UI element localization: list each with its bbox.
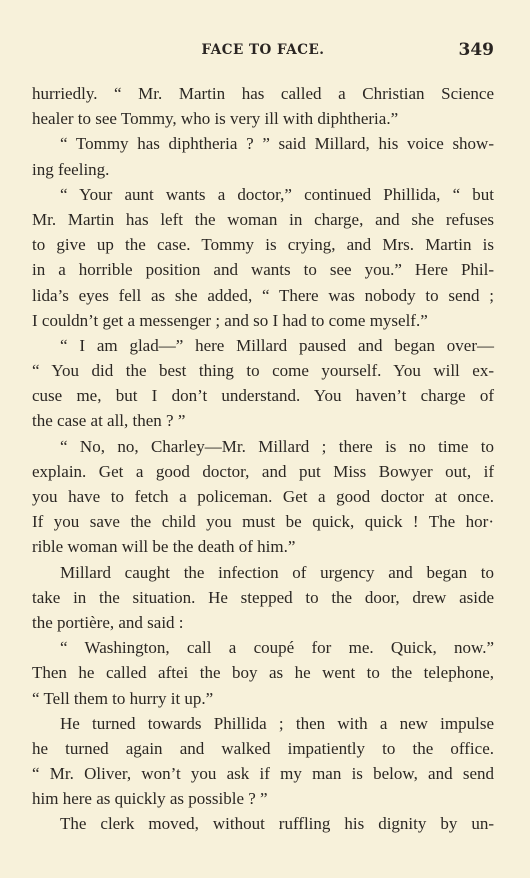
text-line: “ You did the best thing to come yourself. You will ex- xyxy=(32,361,494,381)
text-line: “ I am glad—” here Millard paused and began over— xyxy=(60,335,494,355)
text-line: “ Your aunt wants a doctor,” continued Phillida, “ but xyxy=(60,184,494,204)
text-line: him here as quickly as possible ? ” xyxy=(32,789,268,809)
text-line: “ Mr. Oliver, won’t you ask if my man is below, and send xyxy=(32,764,494,784)
text-line: “ No, no, Charley—Mr. Millard ; there is no time to xyxy=(60,436,494,456)
text-line: “ Tommy has diphtheria ? ” said Millard, his voice show- xyxy=(60,134,494,154)
text-line: take in the situation. He stepped to the door, drew aside xyxy=(32,587,494,607)
text-line: Millard caught the infection of urgency and began to xyxy=(60,562,494,582)
text-line: in a horrible position and wants to see you.” Here Phil- xyxy=(32,260,494,280)
text-line: hurriedly. “ Mr. Martin has called a Christian Science xyxy=(32,84,494,103)
text-line: “ Tell them to hurry it up.” xyxy=(32,688,214,708)
running-head: FACE TO FACE. xyxy=(201,42,325,58)
text-line: The clerk moved, without ruffling his dignity by un- xyxy=(60,814,494,834)
text-line: explain. Get a good doctor, and put Miss Bowyer out, if xyxy=(32,461,494,481)
text-line: rible woman will be the death of him.” xyxy=(32,537,296,557)
text-line: Mr. Martin has left the woman in charge, and she refuses xyxy=(32,209,494,229)
body-text xyxy=(32,81,494,837)
text-line: “ Washington, call a coupé for me. Quick, now.” xyxy=(60,638,494,658)
text-line: I couldn’t get a messenger ; and so I had to come myself.” xyxy=(32,310,428,330)
page-number: 349 xyxy=(458,40,494,60)
text-line: you have to fetch a policeman. Get a good doctor at once. xyxy=(32,487,494,506)
text-line: the portière, and said : xyxy=(32,612,184,632)
text-line: the case at all, then ? ” xyxy=(32,411,186,431)
text-line: ing feeling. xyxy=(32,159,110,179)
text-line: lida’s eyes fell as she added, “ There was nobody to send ; xyxy=(32,285,494,305)
text-line: he turned again and walked impatiently to the office. xyxy=(32,738,494,758)
text-line: Then he called aftei the boy as he went to the telephone, xyxy=(32,663,494,683)
text-line: cuse me, but I don’t understand. You haven’t charge of xyxy=(32,386,494,406)
page-header xyxy=(32,42,494,68)
text-line: to give up the case. Tommy is crying, and Mrs. Martin is xyxy=(32,235,494,255)
text-line: healer to see Tommy, who is very ill with diphtheria.” xyxy=(32,109,399,129)
text-line: He turned towards Phillida ; then with a new impulse xyxy=(60,713,494,733)
text-line: If you save the child you must be quick, quick ! The hor· xyxy=(32,512,494,532)
